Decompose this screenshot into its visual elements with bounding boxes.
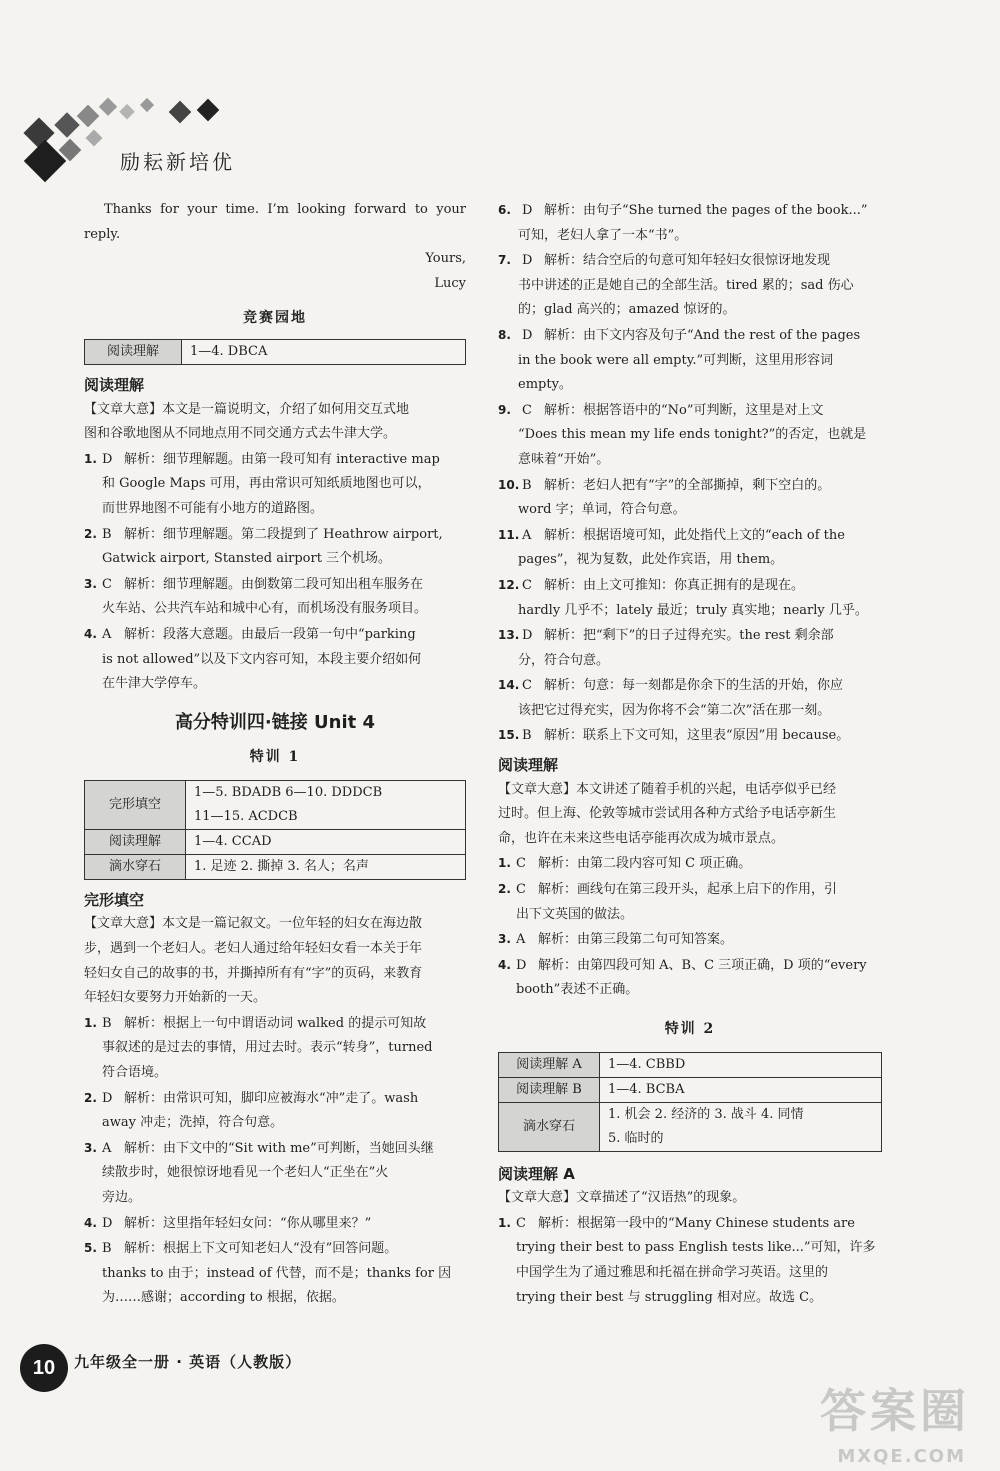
item-answer: C bbox=[522, 577, 532, 593]
letter-closing: Yours, bbox=[425, 251, 466, 267]
answer-item bbox=[84, 622, 466, 697]
book-title: 九年级全一册 · 英语（人教版） bbox=[74, 1353, 302, 1371]
table-value: 5. 临时的 bbox=[600, 1127, 882, 1152]
answer-item bbox=[498, 953, 882, 1003]
item-text: empty。 bbox=[518, 377, 572, 393]
item-text: 解析：由第二段内容可知 C 项正确。 bbox=[538, 856, 752, 872]
item-text: Gatwick airport, Stansted airport 三个机场。 bbox=[102, 551, 392, 567]
left-column bbox=[84, 198, 466, 1311]
table-key: 滴水穿石 bbox=[85, 854, 186, 879]
answer-item bbox=[84, 1011, 466, 1086]
item-answer: D bbox=[522, 253, 533, 269]
summary-line: 轻妇女自己的故事的书，并撕掉所有有“字”的页码，来教育 bbox=[84, 965, 423, 981]
item-number: 1. bbox=[84, 451, 97, 466]
table-value: 11—15. ACDCB bbox=[186, 805, 466, 830]
table-value: 1—4. BCBA bbox=[600, 1077, 882, 1102]
table-value: 1. 机会 2. 经济的 3. 战斗 4. 同情 bbox=[600, 1102, 882, 1127]
item-text: 解析：把“剩下”的日子过得充实。the rest 剩余部 bbox=[544, 628, 834, 644]
item-number: 13. bbox=[498, 628, 520, 643]
answer-table bbox=[84, 339, 466, 365]
right-column bbox=[498, 198, 882, 1310]
summary-line: 过时。但上海、伦敦等城市尝试用各种方式给予电话亭新生 bbox=[498, 806, 837, 822]
answer-item bbox=[498, 573, 882, 623]
item-text: 解析：由下文内容及句子“And the rest of the pages bbox=[544, 327, 861, 343]
item-answer: D bbox=[522, 628, 533, 644]
item-answer: D bbox=[102, 451, 113, 467]
item-text: 解析：画线句在第三段开头，起承上启下的作用，引 bbox=[538, 882, 838, 898]
item-text: 符合语境。 bbox=[102, 1065, 168, 1081]
item-text: 解析：由上文可推知：你真正拥有的是现在。 bbox=[544, 577, 805, 593]
item-text: 解析：结合空后的句意可知年轻妇女很惊讶地发现 bbox=[544, 253, 831, 269]
item-text: in the book were all empty.”可判断，这里用形容词 bbox=[518, 352, 834, 368]
item-number: 15. bbox=[498, 728, 520, 743]
item-text: 中国学生为了通过雅思和托福在拼命学习英语。这里的 bbox=[516, 1264, 829, 1280]
item-text: trying their best 与 struggling 相对应。故选 C。 bbox=[516, 1289, 823, 1305]
item-text: 可知，老妇人拿了一本“书”。 bbox=[518, 227, 688, 243]
item-number: 14. bbox=[498, 678, 520, 693]
item-answer: B bbox=[522, 477, 532, 493]
item-answer: B bbox=[102, 1015, 112, 1031]
item-text: 在牛津大学停车。 bbox=[102, 676, 207, 692]
answer-item bbox=[498, 398, 882, 473]
section-heading: 阅读理解 bbox=[84, 375, 145, 394]
item-answer: B bbox=[102, 1241, 112, 1257]
item-answer: A bbox=[102, 626, 112, 642]
answer-table bbox=[498, 1052, 882, 1152]
answer-item bbox=[498, 248, 882, 323]
section-heading: 阅读理解 A bbox=[498, 1164, 575, 1183]
table-row bbox=[85, 780, 466, 805]
item-number: 3. bbox=[498, 932, 511, 947]
answer-item bbox=[498, 673, 882, 723]
item-number: 4. bbox=[498, 957, 511, 972]
item-text: 出下文英国的做法。 bbox=[516, 906, 634, 922]
summary-line: 步，遇到一个老妇人。老妇人通过给年轻妇女看一本关于年 bbox=[84, 941, 423, 957]
item-text: “Does this mean my life ends tonight?”的否定，也就是 bbox=[518, 427, 867, 443]
item-text: pages”，视为复数，此处作宾语，用 them。 bbox=[518, 552, 784, 568]
letter-line: Thanks for your time. I’m looking forward to your bbox=[104, 202, 466, 217]
answer-item bbox=[498, 198, 882, 248]
item-text: thanks to 由于；instead of 代替，而不是；thanks for 因 bbox=[102, 1265, 452, 1281]
answer-item bbox=[498, 927, 882, 953]
table-value: 1—5. BDADB 6—10. DDDCB bbox=[186, 780, 466, 805]
table-row bbox=[499, 1102, 882, 1127]
item-answer: C bbox=[522, 402, 532, 418]
item-text: 的；glad 高兴的；amazed 惊讶的。 bbox=[518, 302, 736, 318]
table-value: 1—4. CBBD bbox=[600, 1052, 882, 1077]
item-answer: D bbox=[102, 1215, 113, 1231]
item-text: 而世界地图不可能有小地方的道路图。 bbox=[102, 500, 324, 516]
answer-item bbox=[498, 523, 882, 573]
section-title: 竞赛园地 bbox=[243, 310, 307, 327]
section-heading: 阅读理解 bbox=[498, 756, 559, 775]
item-text: 解析：根据语境可知，此处指代上文的“each of the bbox=[544, 527, 845, 543]
answer-item bbox=[498, 623, 882, 673]
item-answer: B bbox=[522, 728, 532, 744]
table-key: 滴水穿石 bbox=[499, 1102, 600, 1151]
answer-item bbox=[84, 447, 466, 522]
answer-item bbox=[498, 877, 882, 927]
item-text: 解析：细节理解题。由第一段可知有 interactive map bbox=[124, 451, 440, 467]
item-number: 1. bbox=[84, 1015, 97, 1030]
answer-item bbox=[84, 572, 466, 622]
item-answer: D bbox=[516, 957, 527, 973]
item-text: 旁边。 bbox=[102, 1190, 142, 1205]
item-text: 解析：由第四段可知 A、B、C 三项正确，D 项的“every bbox=[538, 957, 867, 973]
item-text: booth”表述不正确。 bbox=[516, 982, 639, 998]
watermark-text: 答案圈 bbox=[820, 1384, 970, 1438]
item-text: 解析：根据上一句中谓语动词 walked 的提示可知故 bbox=[124, 1015, 427, 1031]
item-text: 分，符合句意。 bbox=[518, 652, 610, 668]
item-answer: C bbox=[516, 882, 526, 898]
table-key: 完形填空 bbox=[85, 780, 186, 829]
summary-line: 图和谷歌地图从不同地点用不同交通方式去牛津大学。 bbox=[84, 426, 397, 442]
item-answer: C bbox=[516, 1215, 526, 1231]
item-number: 12. bbox=[498, 577, 520, 592]
answer-item bbox=[498, 851, 882, 877]
table-row bbox=[85, 854, 466, 879]
item-answer: A bbox=[516, 932, 526, 948]
table-row bbox=[499, 1077, 882, 1102]
item-number: 6. bbox=[498, 203, 511, 217]
item-text: 解析：细节理解题。由倒数第二段可知出租车服务在 bbox=[124, 576, 424, 592]
item-text: 意味着“开始”。 bbox=[518, 451, 610, 467]
letter-signature: Lucy bbox=[434, 275, 466, 291]
item-text: 续散步时，她很惊讶地看见一个老妇人“正坐在”火 bbox=[102, 1165, 389, 1181]
summary-line: 命，也许在未来这些电话亭能再次成为城市景点。 bbox=[498, 830, 785, 846]
item-text: is not allowed”以及下文内容可知，本段主要介绍如何 bbox=[102, 651, 422, 667]
item-text: 火车站、公共汽车站和城中心有，而机场没有服务项目。 bbox=[102, 601, 428, 617]
item-text: 解析：由常识可知，脚印应被海水“冲”走了。wash bbox=[124, 1090, 419, 1106]
training-title: 特训 2 bbox=[664, 1021, 716, 1037]
table-row bbox=[85, 339, 466, 364]
item-text: 为……感谢；according to 根据，依据。 bbox=[102, 1290, 345, 1306]
item-answer: C bbox=[522, 678, 532, 694]
item-text: 解析：由句子“She turned the pages of the book...” bbox=[544, 203, 868, 218]
item-answer: C bbox=[102, 576, 112, 592]
item-answer: D bbox=[102, 1090, 113, 1106]
table-value: 1. 足迹 2. 撕掉 3. 名人；名声 bbox=[186, 854, 466, 879]
item-number: 11. bbox=[498, 527, 520, 542]
item-text: 和 Google Maps 可用，再由常识可知纸质地图也可以， bbox=[102, 476, 431, 492]
item-text: 事叙述的是过去的事情，用过去时。表示“转身”，turned bbox=[102, 1040, 433, 1056]
item-text: 解析：根据第一段中的“Many Chinese students are bbox=[538, 1215, 855, 1231]
item-answer: D bbox=[522, 203, 533, 218]
answer-item bbox=[84, 1236, 466, 1311]
item-number: 2. bbox=[84, 526, 97, 541]
item-number: 4. bbox=[84, 1215, 97, 1230]
item-number: 3. bbox=[84, 576, 97, 591]
summary-line: 【文章大意】本文是一篇记叙文。一位年轻的妇女在海边散 bbox=[84, 916, 423, 932]
answer-item bbox=[498, 1211, 882, 1310]
item-number: 7. bbox=[498, 253, 511, 268]
table-key: 阅读理解 B bbox=[499, 1077, 600, 1102]
table-key: 阅读理解 A bbox=[499, 1052, 600, 1077]
table-value: 1—4. CCAD bbox=[186, 829, 466, 854]
item-text: 解析：由下文中的“Sit with me”可判断，当她回头继 bbox=[124, 1140, 434, 1156]
table-value: 1—4. DBCA bbox=[182, 339, 466, 364]
item-number: 2. bbox=[84, 1090, 97, 1105]
item-text: 解析：这里指年轻妇女问：“你从哪里来？” bbox=[124, 1215, 372, 1231]
item-text: 解析：细节理解题。第二段提到了 Heathrow airport, bbox=[124, 526, 443, 542]
page-number: 10 bbox=[20, 1344, 68, 1392]
item-text: 书中讲述的正是她自己的全部生活。tired 累的；sad 伤心 bbox=[518, 277, 854, 293]
item-number: 1. bbox=[498, 1215, 511, 1230]
item-text: 解析：联系上下文可知，这里表“原因”用 because。 bbox=[544, 728, 850, 744]
answer-item bbox=[84, 1136, 466, 1211]
answer-item bbox=[84, 1086, 466, 1136]
summary-line: 年轻妇女要努力开始新的一天。 bbox=[84, 990, 267, 1006]
table-row bbox=[499, 1052, 882, 1077]
item-text: 解析：根据答语中的“No”可判断，这里是对上文 bbox=[544, 402, 824, 418]
item-text: 解析：句意：每一刻都是你余下的生活的开始，你应 bbox=[544, 678, 844, 694]
item-answer: A bbox=[522, 527, 532, 543]
training-title: 特训 1 bbox=[249, 749, 301, 766]
item-number: 2. bbox=[498, 882, 511, 897]
summary-line: 【文章大意】本文是一篇说明文，介绍了如何用交互式地 bbox=[84, 401, 410, 417]
item-text: word 字；单词，符合句意。 bbox=[518, 502, 686, 518]
item-text: 解析：由第三段第二句可知答案。 bbox=[538, 932, 734, 948]
item-text: trying their best to pass English tests like...”可知，许多 bbox=[516, 1240, 876, 1256]
section-heading: 完形填空 bbox=[84, 890, 145, 909]
item-number: 10. bbox=[498, 477, 520, 492]
item-text: hardly 几乎不；lately 最近；truly 真实地；nearly 几乎。 bbox=[518, 602, 868, 618]
watermark-url: MXQE.COM bbox=[837, 1446, 966, 1467]
item-text: 该把它过得充实，因为你将不会“第二次”活在那一刻。 bbox=[518, 702, 831, 718]
answer-table bbox=[84, 780, 466, 880]
answer-item bbox=[498, 723, 882, 749]
table-row bbox=[85, 829, 466, 854]
answer-item bbox=[498, 323, 882, 398]
item-answer: C bbox=[516, 856, 526, 872]
item-answer: B bbox=[102, 526, 112, 542]
brand-title: 励耘新培优 bbox=[120, 150, 235, 174]
item-text: 解析：根据上下文可知老妇人“没有”回答问题。 bbox=[124, 1241, 398, 1257]
letter-line: reply. bbox=[84, 226, 121, 242]
answer-item bbox=[84, 1211, 466, 1237]
item-number: 4. bbox=[84, 626, 97, 641]
item-text: away 冲走；洗掉，符合句意。 bbox=[102, 1115, 284, 1131]
item-number: 3. bbox=[84, 1140, 97, 1155]
summary-line: 【文章大意】文章描述了“汉语热”的现象。 bbox=[498, 1190, 746, 1206]
item-text: 解析：段落大意题。由最后一段第一句中“parking bbox=[124, 626, 416, 642]
item-text: 解析：老妇人把有“字”的全部撕掉，剩下空白的。 bbox=[544, 477, 831, 493]
answer-item bbox=[84, 522, 466, 572]
item-number: 8. bbox=[498, 327, 511, 342]
item-answer: A bbox=[102, 1140, 112, 1156]
summary-line: 【文章大意】本文讲述了随着手机的兴起，电话亭似乎已经 bbox=[498, 781, 837, 797]
table-key: 阅读理解 bbox=[85, 339, 182, 364]
item-number: 1. bbox=[498, 856, 511, 871]
answer-item bbox=[498, 473, 882, 523]
unit-title: 高分特训四·链接 Unit 4 bbox=[174, 711, 376, 733]
item-answer: D bbox=[522, 327, 533, 343]
item-number: 9. bbox=[498, 402, 511, 417]
item-number: 5. bbox=[84, 1241, 97, 1256]
table-key: 阅读理解 bbox=[85, 829, 186, 854]
